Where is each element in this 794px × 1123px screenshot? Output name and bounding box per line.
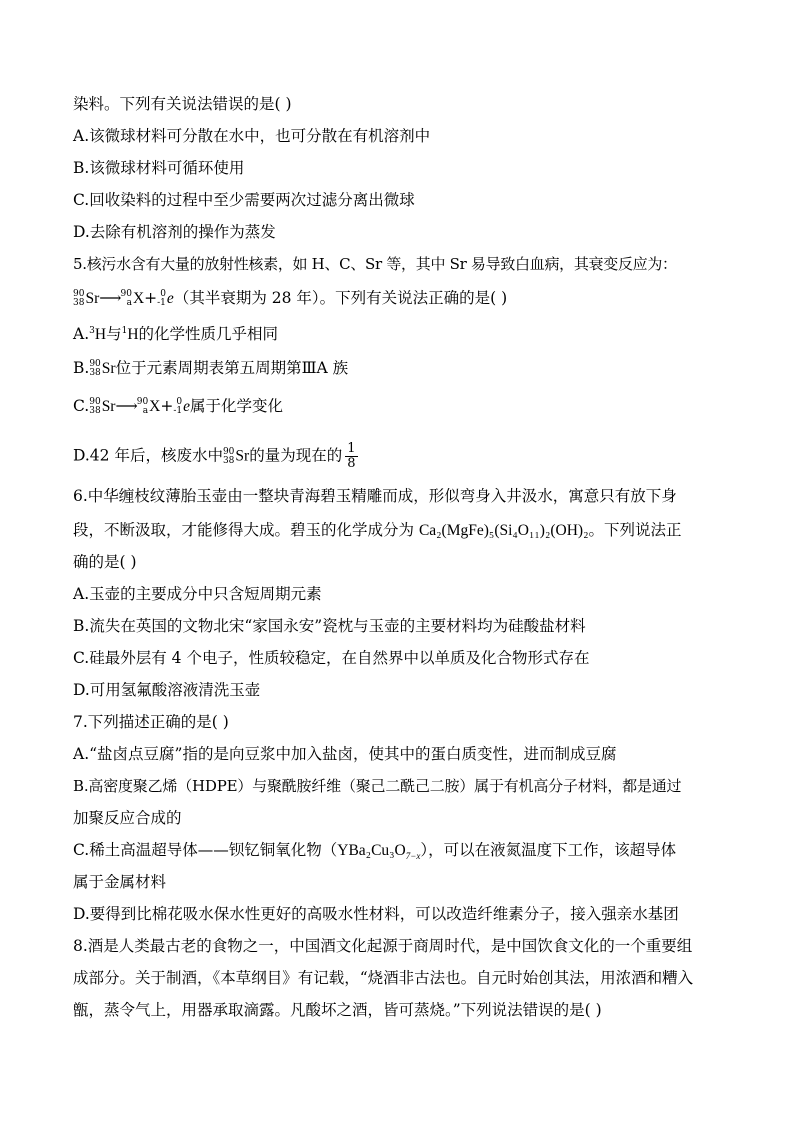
nuclide-label: 90 38 (89, 359, 101, 378)
reaction-arrow: ⟶ (99, 289, 121, 307)
question-8-stem-end: 甑，蒸令气上，用器承取滴露。凡酸坏之酒，皆可蒸烧。”下列说法错误的是( ) (73, 1001, 602, 1019)
decay-equation-line: 90 38 Sr⟶ 90 a X+ 0 -1 e（其半衰期为 28 年）。下列有关说法正确的是( ) (73, 289, 508, 308)
text-line: 染料。下列有关说法错误的是( ) (73, 95, 292, 113)
option-b: B.流失在英国的文物北宋“家国永安”瓷枕与玉壶的主要材料均为硅酸盐材料 (73, 617, 586, 635)
option-b: B. 90 38 Sr位于元素周期表第五周期第ⅢA 族 (73, 359, 349, 378)
nuclide-label: 0 -1 (157, 289, 166, 308)
question-6-stem-cont: 段，不断汲取，才能修得大成。碧玉的化学成分为 Ca₂(MgFe)₅(Si₄O₁₁)₂(OH)₂。下列说法正 (73, 521, 682, 539)
option-a: A.玉壶的主要成分中只含短周期元素 (73, 585, 322, 603)
nuclide-label: 90 38 (73, 289, 85, 308)
reaction-arrow: ⟶ (115, 397, 137, 415)
question-6-stem-end: 确的是( ) (73, 553, 137, 571)
question-7-stem: 7.下列描述正确的是( ) (73, 713, 229, 731)
option-a: A.该微球材料可分散在水中，也可分散在有机溶剂中 (73, 127, 431, 145)
nuclide-label: 90 a (136, 397, 149, 416)
option-c: C.稀土高温超导体——钡钇铜氧化物$(YBa_2Cu_3O_{7-x})$，可以在液氮温度下工作，该超导体 (73, 841, 677, 862)
chemical-formula: Ca₂(MgFe)₅(Si₄O₁₁)₂(OH)₂ (418, 522, 589, 539)
option-a: A.$^3$H与$^1$H的化学性质几乎相同 (73, 325, 279, 343)
nuclide-label: 90 a (120, 289, 132, 308)
option-c: C. 90 38 Sr⟶ 90 a X+ 0 -1 e属于化学变化 (73, 397, 284, 416)
option-c: C.硅最外层有 4 个电子，性质较稳定，在自然界中以单质及化合物形式存在 (73, 649, 590, 667)
nuclide-label: 90 38 (89, 397, 101, 416)
option-c: C.回收染料的过程中至少需要两次过滤分离出微球 (73, 191, 415, 209)
nuclide-label: 90 38 (222, 446, 235, 466)
option-a: A.“盐卤点豆腐”指的是向豆浆中加入盐卤，使其中的蛋白质变性，进而制成豆腐 (73, 745, 617, 763)
option-d: D.要得到比棉花吸水保水性更好的高吸水性材料，可以改造纤维素分子，接入强亲水基团 (73, 905, 679, 923)
chemical-formula: YBa₂Cu₃O (337, 842, 406, 859)
nuclide-label: 0 -1 (173, 397, 183, 416)
question-8-stem-cont: 成部分。关于制酒，《本草纲目》有记载，“烧酒非古法也。自元时始创其法，用浓酒和糟入 (73, 969, 694, 987)
question-5-stem: 5.核污水含有大量的放射性核素，如 H、C、Sr 等，其中 Sr 易导致白血病，其衰变反应为： (73, 255, 677, 273)
question-8-stem: 8.酒是人类最古老的食物之一，中国酒文化起源于商周时代，是中国饮食文化的一个重要组 (73, 937, 693, 955)
option-d: D.去除有机溶剂的操作为蒸发 (73, 223, 276, 241)
fraction: $\frac{1}{8}$ (347, 441, 356, 471)
option-d: D.可用氢氟酸溶液清洗玉壶 (73, 681, 261, 699)
option-b-cont: 加聚反应合成的 (73, 809, 182, 827)
option-b: B.高密度聚乙烯（HDPE）与聚酰胺纤维（聚己二酰己二胺）属于有机高分子材料，都是通过 (73, 777, 682, 795)
option-c-cont: 属于金属材料 (73, 873, 167, 891)
option-b: B.该微球材料可循环使用 (73, 159, 245, 177)
question-6-stem: 6.中华缠枝纹薄胎玉壶由一整块青海碧玉精雕而成，形似弯身入井汲水，寓意只有放下身 (73, 487, 677, 505)
option-d: D.42 年后，核废水中 90 38 Sr的量为现在的 $\frac{1}{8}$ (73, 441, 356, 471)
